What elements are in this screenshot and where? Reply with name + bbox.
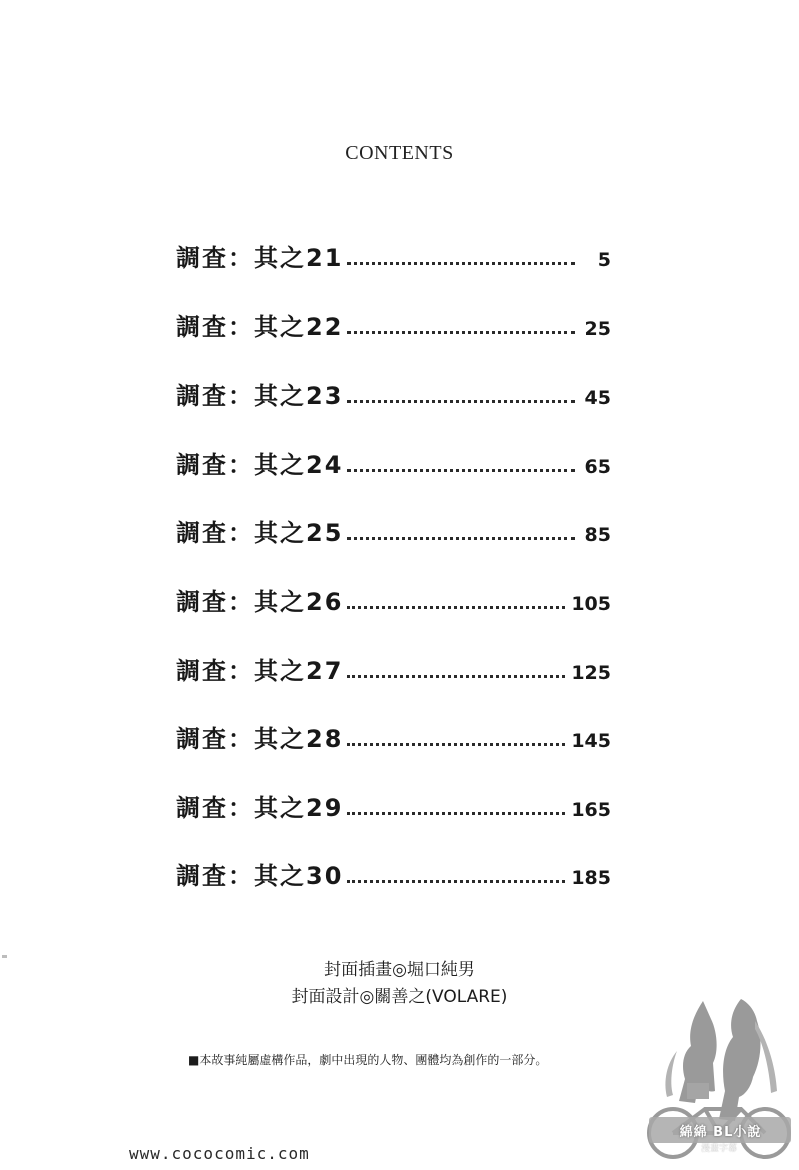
toc-entry	[176, 230, 611, 270]
scan-edge-mark	[2, 955, 7, 958]
cover-design-credit: 封面設計◎關善之(VOLARE)	[291, 987, 508, 1007]
toc-dot-leader	[347, 880, 565, 883]
watermark-sublabel: 漫畫字幕	[701, 1144, 738, 1154]
cover-illustration-credit: 封面插畫◎堀口純男	[324, 960, 475, 980]
toc-dot-leader	[347, 606, 565, 609]
toc-entry	[176, 505, 611, 545]
toc-entry	[176, 780, 611, 820]
toc-entry-title: 調査：其之23	[176, 382, 344, 410]
toc-entry-page: 25	[584, 318, 611, 340]
toc-dot-leader	[347, 537, 575, 540]
toc-entry-page: 185	[571, 867, 611, 889]
toc-entry-title: 調査：其之22	[176, 313, 344, 341]
toc-entry-page: 165	[571, 799, 611, 821]
toc-entry	[176, 368, 611, 408]
toc-dot-leader	[347, 262, 575, 265]
toc-entry-page: 5	[597, 249, 611, 271]
toc-dot-leader	[347, 469, 575, 472]
toc-entry-title: 調査：其之26	[176, 588, 344, 616]
toc-entry-title: 調査：其之30	[176, 862, 344, 890]
toc-entry-page: 85	[584, 524, 611, 546]
website-url: www.cococomic.com	[129, 1144, 310, 1163]
toc-entry-page: 105	[571, 593, 611, 615]
toc-entry	[176, 299, 611, 339]
toc-entry-title: 調査：其之24	[176, 451, 344, 479]
toc-entry	[176, 643, 611, 683]
toc-entry-title: 調査：其之25	[176, 519, 344, 547]
toc-dot-leader	[347, 331, 575, 334]
contents-heading: CONTENTS	[345, 142, 454, 164]
toc-dot-leader	[347, 400, 575, 403]
toc-entry-page: 65	[584, 456, 611, 478]
toc-entry-page: 125	[571, 662, 611, 684]
toc-dot-leader	[347, 675, 565, 678]
toc-entry-title: 調査：其之28	[176, 725, 344, 753]
fiction-disclaimer: ■本故事純屬虛構作品，劇中出現的人物、團體均為創作的一部分。	[188, 1053, 548, 1067]
toc-entry-title: 調査：其之21	[176, 244, 344, 272]
toc-dot-leader	[347, 743, 565, 746]
toc-entry-page: 45	[584, 387, 611, 409]
toc-entry	[176, 711, 611, 751]
toc-entry-title: 調査：其之27	[176, 657, 344, 685]
toc-entry	[176, 437, 611, 477]
toc-entry-title: 調査：其之29	[176, 794, 344, 822]
toc-entry	[176, 848, 611, 888]
toc-entry	[176, 574, 611, 614]
watermark-label: 綿綿 BL小說	[679, 1125, 762, 1140]
toc-dot-leader	[347, 812, 565, 815]
toc-entry-page: 145	[571, 730, 611, 752]
